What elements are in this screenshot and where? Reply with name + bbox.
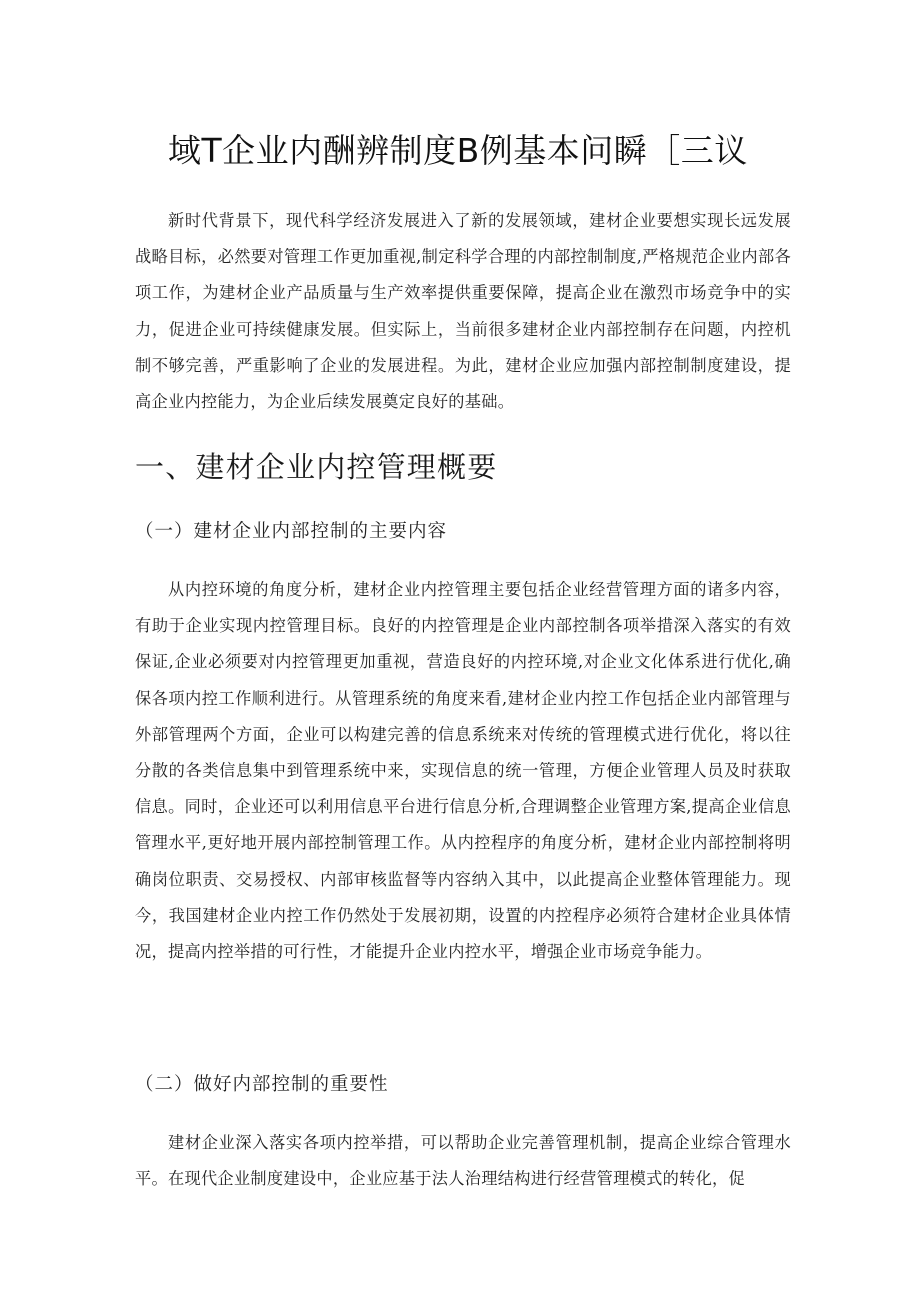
subsection-2-paragraph: 建材企业深入落实各项内控举措，可以帮助企业完善管理机制，提高企业综合管理水平。在现代企业制度建设中，企业应基于法人治理结构进行经营管理模式的转化，促 <box>135 1133 791 1189</box>
subsection-heading-1: （一）建材企业内部控制的主要内容 <box>135 521 448 542</box>
section-heading-1: 一、建材企业内控管理概要 <box>135 450 498 484</box>
subsection-heading-2: （二）做好内部控制的重要性 <box>135 1074 389 1095</box>
document-title: 域T企业内酬辨制度B例基本问瞬［三议 <box>168 131 748 170</box>
intro-paragraph: 新时代背景下，现代科学经济发展进入了新的发展领域，建材企业要想实现长远发展战略目标，必然要对管理工作更加重视,制定科学合理的内部控制制度,严格规范企业内部各项工作，为建材企业产品质量与生产效率提供重要保障，提高企业在激烈市场竞争中的实力，促进企业可持续健康发展。但实际上，当前很多建材企业内部控制存在问题，内控机制不够完善，严重影响了企业的发展进程。为此，建材企业应加强内部控制制度建设，提高企业内控能力，为企业后续发展奠定良好的基础。 <box>135 211 791 412</box>
subsection-1-paragraph: 从内控环境的角度分析，建材企业内控管理主要包括企业经营管理方面的诸多内容，有助于企业实现内控管理目标。良好的内控管理是企业内部控制各项举措深入落实的有效保证,企业必须要对内控管理更加重视，营造良好的内控环境,对企业文化体系进行优化,确保各项内控工作顺利进行。从管理系统的角度来看,建材企业内控工作包括企业内部管理与外部管理两个方面，企业可以构建完善的信息系统来对传统的管理模式进行优化，将以往分散的各类信息集中到管理系统中来，实现信息的统一管理，方便企业管理人员及时获取信息。同时，企业还可以利用信息平台进行信息分析,合理调整企业管理方案,提高企业信息管理水平,更好地开展内部控制管理工作。从内控程序的角度分析，建材企业内部控制将明确岗位职责、交易授权、内部审核监督等内容纳入其中，以此提高企业整体管理能力。现今，我国建材企业内控工作仍然处于发展初期，设置的内控程序必须符合建材企业具体情况，提高内控举措的可行性，才能提升企业内控水平，增强企业市场竞争能力。 <box>135 580 791 962</box>
